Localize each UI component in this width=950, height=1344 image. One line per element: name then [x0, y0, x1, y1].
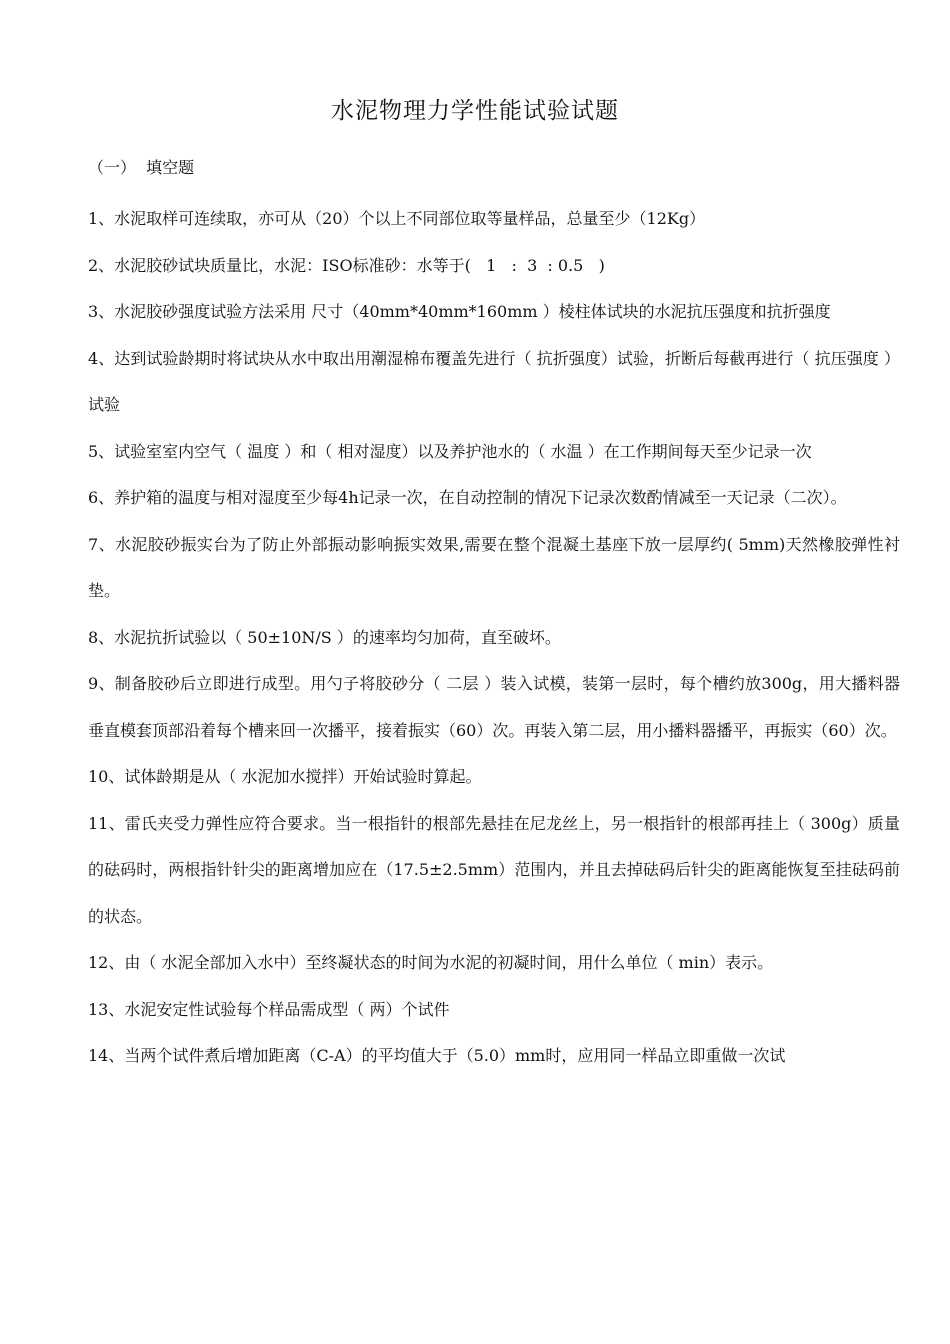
question-10: 10、试体龄期是从（ 水泥加水搅拌）开始试验时算起。 — [88, 767, 482, 786]
section-heading: （一） 填空题 — [88, 158, 195, 177]
question-8: 8、水泥抗折试验以（ 50±10N/S ）的速率均匀加荷，直至破坏。 — [88, 627, 561, 647]
question-2: 2、水泥胶砂试块质量比，水泥：ISO标准砂：水等于( 1 : 3 : 0.5 ) — [88, 255, 605, 275]
question-13: 13、水泥安定性试验每个样品需成型（ 两）个试件 — [88, 999, 450, 1019]
question-5: 5、试验室室内空气（ 温度 ）和（ 相对湿度）以及养护池水的（ 水温 ）在工作期间每天至少记录一次 — [88, 441, 812, 461]
question-4: 4、达到试验龄期时将试块从水中取出用潮湿棉布覆盖先进行（ 抗折强度）试验，折断后每截再进行（ 抗压强度 ）试验 — [88, 348, 900, 414]
question-6: 6、养护箱的温度与相对湿度至少每4h记录一次，在自动控制的情况下记录次数酌情减至一天记录（二次）。 — [88, 488, 847, 507]
question-9: 9、制备胶砂后立即进行成型。用勺子将胶砂分（ 二层 ）装入试模，装第一层时，每个槽约放300g，用大播料器垂直模套顶部沿着每个槽来回一次播平，接着振实（60）次。再装入第二层，用小播料器播平，再振实（60）次。 — [88, 674, 900, 740]
question-12: 12、由（ 水泥全部加入水中）至终凝状态的时间为水泥的初凝时间，用什么单位（ min）表示。 — [88, 953, 774, 972]
question-7: 7、水泥胶砂振实台为了防止外部振动影响振实效果,需要在整个混凝土基座下放一层厚约( 5mm)天然橡胶弹性衬垫。 — [88, 534, 900, 600]
question-11: 11、雷氏夹受力弹性应符合要求。当一根指针的根部先悬挂在尼龙丝上，另一根指针的根部再挂上（ 300g）质量的砝码时，两根指针针尖的距离增加应在（17.5±2.5mm）范围内，并且去掉砝码后针尖的距离能恢复至挂砝码前的状态。 — [88, 813, 900, 926]
question-3: 3、水泥胶砂强度试验方法采用 尺寸（40mm*40mm*160mm ）棱柱体试块的水泥抗压强度和抗折强度 — [88, 302, 831, 321]
question-14: 14、当两个试件煮后增加距离（C-A）的平均值大于（5.0）mm时，应用同一样品立即重做一次试 — [88, 1046, 786, 1065]
question-1: 1、水泥取样可连续取，亦可从（20）个以上不同部位取等量样品，总量至少（12Kg） — [88, 209, 706, 228]
question-list — [88, 196, 900, 1080]
document-title: 水泥物理力学性能试验试题 — [331, 98, 619, 124]
